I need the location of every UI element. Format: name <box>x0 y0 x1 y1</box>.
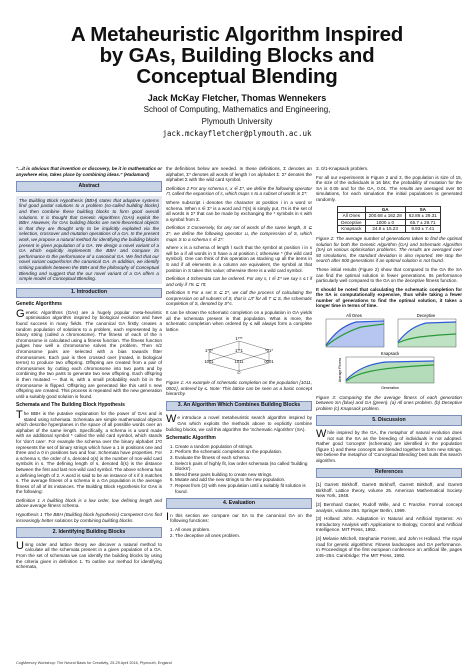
figure-2-caption: Figure 2: The average number of generations taken to find the optimal solution for both the Genetic Algorithm (GA) and Schematic Algorithm (SA) on various optimisation problems. The results are averaged over 50 simulations, the standard deviation is also reported. We stop the search after 500 generations if an optimal solution is not found. <box>316 235 462 264</box>
table-cell: 62.86 ± 29.31 <box>405 213 440 220</box>
title-line-1: A Metaheuristic Algorithm Inspired <box>70 23 404 46</box>
lattice-figure <box>166 335 312 377</box>
table-cell: 24.8 ± 15.23 <box>365 226 405 233</box>
table-row <box>338 226 441 233</box>
discussion-paragraph: While inspired by the GA, the metaphor of natural evolution does not suit the SA as the breeding of individuals is not adopted. Rather good 'concepts' (schemata) are identified in the population (figure 1) and these concepts are blended together to form new strings. We believe the metaphor of 'Conceptual Blending' best suits this search algorithm. <box>316 428 462 463</box>
x-axis-label: Generation <box>381 386 399 391</box>
definition-1: Definition 1 A building block is a low order, low defining length and above average fitness schema. <box>16 497 162 509</box>
table-header: GA <box>365 206 405 213</box>
panel-a-title: All Ones <box>346 313 362 319</box>
abstract-heading: Abstract <box>16 181 162 192</box>
schemata-paragraph: The BBH is the putative explanation for the power of GAs and is stated using schemata. Schemata are simple mathematical objects which describe hyperplanes in the space of all possible words over an alphabet of the same length. Specifically, a schema is a word made with an additional symbol * called the wild card symbol, which stands for 'don't care'. For example the schema over the binary alphabet 1*0 represents the set of binary strings which have a 1 in positions one and three and a 0 in positions two and four. Schemata have properties. For a schema s, the order of s, denoted o(s) is the number of non-wild card symbols in s. The defining length of s, denoted δ(s) is the distance between the first and last non-wild card symbol. The above schema has a defining length of 2. A word is said to be an instance of s if it matches s. The average fitness of a schema in a GA population is the average fitness of all of its instances. The Building Block Hypothesis for GAs is the following: <box>16 408 162 495</box>
table-row <box>338 213 441 220</box>
discussion-heading: 5. Discussion <box>316 415 462 426</box>
sa-step: 3. Evaluate the fitness of each schema. <box>175 455 312 461</box>
evaluation-paragraph: In this section we compare our SA to the canonical GA on the following functions: <box>166 510 312 524</box>
fitness-plots <box>316 312 462 390</box>
title-line-2: by GAs, Building Blocks and <box>99 44 375 67</box>
lattice-node: 1001 <box>204 359 214 365</box>
knapsack-item: 3. 0/1-Knapsack problem. <box>316 166 369 171</box>
sa-subheading: Schematic Algorithm <box>166 435 216 442</box>
panel-deceptive <box>398 313 456 347</box>
results-table <box>337 206 441 233</box>
evaluation-list <box>166 527 312 538</box>
table-cell: 200.68 ± 162.28 <box>365 213 405 220</box>
sa-steps-list <box>166 444 312 494</box>
sa-step: 7. Repeat from (2) with new population until a suitably fit solution is found. <box>175 483 312 494</box>
evaluation-item: 1. All ones problem. <box>175 527 312 533</box>
table-row <box>338 219 441 226</box>
poster-title <box>0 24 474 87</box>
compression-explanation: where x is a schema of length l such that the symbol at position i in x will be a if all words in S have a at position i; otherwise * (the wild card symbol). One can think of this operation as stacking up all the items in S and if all elements in a column are equivalent, the symbol at that position in S takes this value; otherwise there is a wild card symbol. <box>166 245 312 273</box>
reference-item: [2] Bernhard Ganter, Rudolf Wille, and C Franzke. Formal concept analysis, volume 284. Springer Berlin, 1999. <box>316 501 462 513</box>
lattice-node: 1*0* <box>205 348 213 354</box>
evaluation-heading: 4. Evaluation <box>166 498 312 509</box>
affiliation-line-1: School of Computing, Mathematics and Engineering, <box>143 105 331 114</box>
identify-paragraph: Using order and lattice theory we discover a natural method to calculate all the schemata present in a given population of a GA. From the set of schemata we can identify the building blocks by using the criteria given in definition 1. To outline our method for identifying schemata, <box>16 539 162 570</box>
y-axis-label: Average Fitness <box>338 357 342 383</box>
definition-2: Definition 2 For any schema s, x ∈ Σ*, we define the following operator ⊓, called the expansion of s, which maps s to a subset of words in Σ*: <box>166 185 312 197</box>
cost-note: It should be noted that calculating the schematic completion for the SA is computationally expensive, thus while taking a fewer number of generations to find the optimal solution, it takes a longer time in terms of time. <box>316 286 462 309</box>
opening-quote: “...it is obvious that invention or discovery, be it in mathematics or anywhere else, takes place by combining ideas.” (Hadamard) <box>16 166 162 177</box>
lattice-node: 0001 <box>264 359 274 365</box>
table-header <box>338 206 365 213</box>
reference-item: [3] Holland John. Adaptation in Natural and Artificial Systems: An Introductory Analysis with Applications to Biology, Control and Artificial Intelligence. MIT Press, 1992. <box>316 516 462 533</box>
table-header: SA <box>405 206 440 213</box>
definitions-intro: the definitions below are needed. In these definitions, Σ denotes an alphabet, Σ* denotes all words of length l on alphabet Σ. Σ* denotes the alphabet Σ with the wild card symbol. <box>166 166 312 183</box>
results-paragraph: These initial results (Figure 2) show that compared to the GA the SA can find the optimal solution in fewer generations. Its performance particularly well compared to the GA on the deceptive fitness function. <box>316 266 462 284</box>
lattice-diagram <box>166 335 312 375</box>
table-cell: 65.7 ± 29.71 <box>405 219 440 226</box>
abstract-text: The Building Block Hypothesis (BBH) states that adaptive systems find good partial solutions to a problem (so-called building blocks) and then combine these building blocks to form good overall solutions. It is thought that Genetic Algorithms (GAs) exploit the BBH. However, for GAs building blocks are semi-theoretical objects in that they are thought only to be implicitly exploited via the selection, crossover and mutation operations of a GA. In the present work, we propose a natural method for identifying the building blocks present in given population of a GA. We design a novel variant of a GA which explicitly implements the BBH and compare its performance to the performance of a canonical GA. We find that our novel variant outperforms the canonical GA. In addition, we identify striking parallels between the BBH and the philosophy of Conceptual Blending and suggest that the our novel variant of a GA offers a simple model of Conceptual Blending. <box>16 196 162 284</box>
reference-item: [4] Melanie Mitchell, Stephanie Forrest, and John H Holland. The royal road for genetic algorithms: Fitness landscapes and GA performance. In Proceedings of the first european conference on artificial life, pages 245–254. Cambridge: The MIT Press, 1992. <box>316 535 462 558</box>
figure-1-caption: Figure 1: An example of schematic completion on the population {1011, 0001}, ordered by ≤. Note: This lattice can be seen as a basic concept hierarchy. <box>166 380 312 397</box>
expansion-explanation: Where subscript i denotes the character at position i in a word or schema. When s ∈ Σ* is a word and ⊓(s) is simply put, ⊓s is the set of all words in Σ* that can be made by exchanging the * symbols in s with a symbol from Σ. <box>166 199 312 222</box>
lattice-node: *01* <box>265 348 273 354</box>
column-3 <box>316 166 462 561</box>
authors: Jack McKay Fletcher, Thomas Wennekers <box>147 93 327 103</box>
references-heading: References <box>316 468 462 479</box>
intro-heading: 1. Introduction <box>16 288 162 299</box>
completion-explanation: It can be shown the schematic completion on a population in GA yields all the schemata present in that population. What is more, the schematic completion when ordered by ≤ will always form a complete lattice. <box>166 310 312 332</box>
definition-5: Definition 5 For a set S ⊆ Σ*, we call the process of calculating the compression on all subsets of S, that is ⊔T for all T ⊆ S, the schematic completion of S, denoted by S^c. <box>166 290 312 307</box>
column-1 <box>16 166 162 573</box>
definition-3: Definition 3 Conversely, for any set of words of the same length, S ⊆ Σ*, we define the following operator ⊔, the compression of S, which maps S to a schema s ∈ Σ*: <box>166 225 312 242</box>
sa-step: 1. Create a random population of strings. <box>175 444 312 450</box>
table-cell: 1000 ± 0 <box>365 219 405 226</box>
sa-step: 2. Perform the schematic completion on the population. <box>175 449 312 455</box>
panel-b-title: Deceptive <box>416 313 436 319</box>
panel-all-ones <box>326 313 384 347</box>
schemata-subheading: Schemata and The Building Block Hypothesis <box>16 402 125 409</box>
affiliation-line-2: Plymouth University <box>201 117 273 126</box>
lattice-node-top: 1*** <box>235 336 243 342</box>
table-cell: All Ones <box>338 213 365 220</box>
figure-3-caption: Figure 3: Comparing the the average fitness of each generation between SA (blue) and GA (green). (a) All ones problem. (b) Deceptive problem (c) Knapsack problem. <box>316 394 462 411</box>
poster-footer: CogMemory Workshop: The Neural Basis for Creativity, 25-29 April 2016, Plymouth, England <box>16 661 172 665</box>
poster-header <box>0 24 474 138</box>
column-2 <box>166 166 312 541</box>
author-email[interactable]: jack.mckayfletcher@plymouth.ac.uk <box>162 129 312 138</box>
table-cell: 9.93 ± 7.41 <box>405 226 440 233</box>
experiment-setup: For all our experiments in Figure 2 and 3, the population is size of 15, the size of the individuals is 16 bits; the probability of mutation for the SA is 0.05 and for the GA, 0.01. The results are averaged over 50 simulations, for each simulation the initial populations is generated randomly. <box>316 174 462 202</box>
table-cell: Knapsack <box>338 226 365 233</box>
evaluation-item: 2. The deceptive all ones problem. <box>175 533 312 539</box>
lattice-node: 1011 <box>234 359 244 365</box>
panel-c-title: Knapsack <box>380 351 400 357</box>
algorithm-paragraph: We introduce a novel metaheuristic search algorithm inspired by GAs which exploits the methods above to explicitly combine building blocks, we call this algorithm the 'Schematic Algorithm' (SA). <box>166 413 312 432</box>
fitness-figure <box>316 312 462 392</box>
definition-4: Definition 4 Schemata can be ordered. For any s, t ∈ Σ* we say s ≤ t if and only if ⊓s ⊆ ⊓t. <box>166 276 312 287</box>
sa-step: 6. Mutate and add the new strings to the new population. <box>175 477 312 483</box>
table-cell: Deceptive <box>338 219 365 226</box>
sa-step: 5. Blend these pairs building to create new strings. <box>175 472 312 478</box>
table-header-row <box>338 206 441 213</box>
panel-knapsack <box>338 351 434 390</box>
reference-item: [1] Garrett Birkhoff, Garrett Birkhoff, Garrett Birkhoff, and Garrett Birkhoff. Lattice theory, volume 25. American Mathematical Society New York, 1948. <box>316 482 462 499</box>
lattice-node: 1**1 <box>235 348 243 354</box>
identify-heading: 2. Identifying Building Blocks <box>16 527 162 538</box>
ga-subheading: Genetic Algorithms <box>16 301 62 308</box>
title-line-3: Conceptual Blending <box>136 65 338 88</box>
ga-paragraph: Genetic Algorithms (GAs) are a hugely popular meta-heuristic optimisation algorithm inspired by biological evolution and have found success in many fields. The canonical GA firstly creates a random population of solutions to a problem, each represented by a binary string (called a chromosome). The fitness of each of the n chromosome is calculated using a fitness function. The fitness function judges how well a chromosome solves the problem. Then n/2 chromosome pairs are selected with a bias towards fitter chromosomes. Each pair is then crossed over (mated, in biological terms) to produce two offspring. Offspring are created from a pair of chromosomes by cutting each chromosome into two parts and by combining the two parts to generate two new offspring. Each offspring is then mutated — that is, with a small probability each bit in the chromosome is flipped. Offspring are generated like this until n new offspring are created. This process is repeated with the new generation until a suitably good solution is found. <box>16 307 162 399</box>
hypothesis-1: Hypothesis 1 The BBH (Building block hypothesis) Competent GAs find increasingly better solutions by combining building blocks. <box>16 512 162 523</box>
algorithm-heading: 3. An Algorithm Which Combines Building Blocks <box>166 401 312 412</box>
lattice-node-bottom: ∅ <box>237 370 241 376</box>
sa-step: 4. Select k pairs of highly fit, low order schemata (so called 'building blocks'). <box>175 461 312 472</box>
